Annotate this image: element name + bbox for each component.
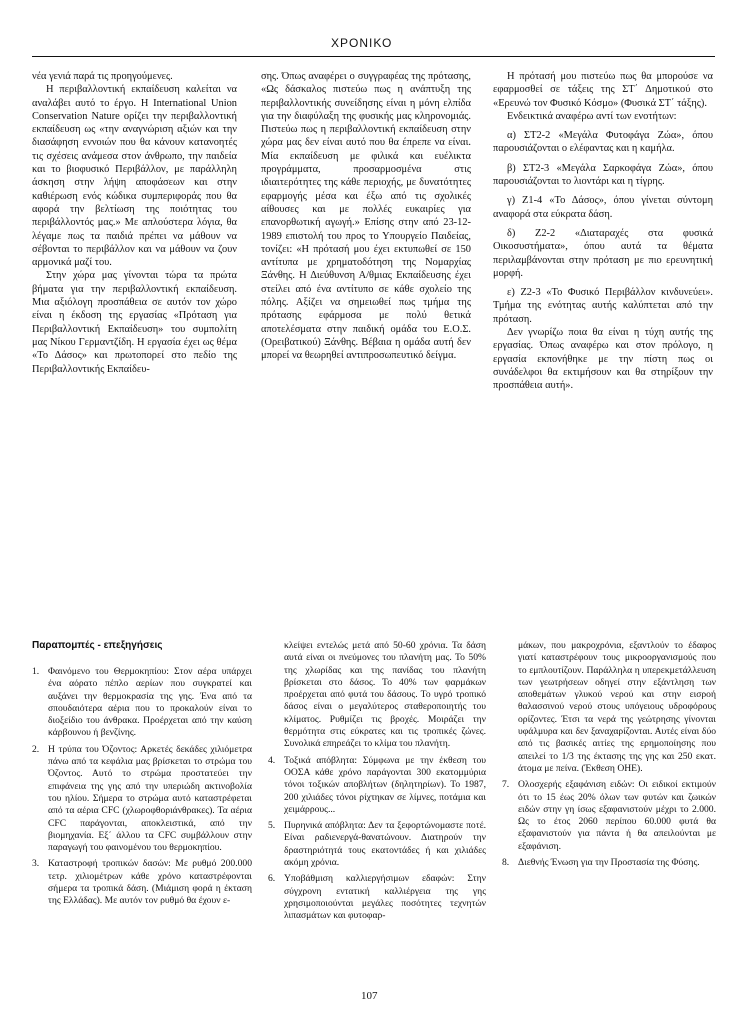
article-paragraph: Στην χώρα μας γίνονται τώρα τα πρώτα βήματα για την περιβαλλοντική εκπαίδευση. Μια αξιόλογη προσπάθεια σε αυτόν τον χώρο είναι η έκδοση της εργασίας «Πρόταση για Περιβαλλοντική Εκπαίδευση» του συμπολίτη μας Νίκου Γερμαντζίδη. Η εργασία έχει ως θέμα «Το Δάσος» και πρωτοπορεί στο πεδίο της Περιβαλλοντικής Εκπαίδευ- xyxy=(32,270,237,375)
article-column-2 xyxy=(261,70,471,363)
article-column-1 xyxy=(32,70,237,376)
article-column-3 xyxy=(493,70,713,393)
footnote-text: Πυρηνικά απόβλητα: Δεν τα ξεφορτώνομαστε ποτέ. Είναι ραδιενεργά-θανατώνουν. Διατηρούν την δραστηριότητά τους εκατοντάδες ή και χιλιάδες ακόμη χρόνια. xyxy=(284,820,486,869)
footnote-text: Ολοσχερής εξαφάνιση ειδών: Οι ειδικοί εκτιμούν ότι το 15 έως 20% όλων των φυτών και ζωικών ειδών στην γη ίσως εξαφανιστούν μέχρι το 2.000. Ως το έτος 2060 περίπου 60.000 φυτά θα εξαφανιστούν για πάντα ή θα απειλούνται με εξαφάνιση. xyxy=(518,779,716,852)
footnote-item xyxy=(268,755,486,816)
notes-column-1 xyxy=(32,666,252,912)
footnote-number: 4. xyxy=(268,754,276,766)
footnote-text: μάκων, που μακροχρόνια, εξαντλούν το έδαφος γιατί καταστρέφουν τους μικροοργανισμούς που το εμπλουτίζουν. Παράλληλα η υπερεκμετάλλευση των γεωτρήσεων οδηγεί στην εξάντληση των αποθεμάτων γλυκού νερού και στην εισροή θαλασσινού νερού στους υπόγειους υδροφόρους ορίζοντες. Έτσι τα νερά της γεώτρησης γίνονται υφάλμυρα και δεν ξαναχαρίζονται. Αυτές είναι δύο από τις βασικές αιτίες της ερημοποίησης που απειλεί το 1/3 της έκτασης της γης και 250 εκατ. άτομα με πείνα. (Έκθεση ΟΗΕ). xyxy=(518,640,716,774)
footnote-number: 5. xyxy=(268,820,276,832)
footnote-text: Διεθνής Ένωση για την Προστασία της Φύσης. xyxy=(518,857,700,869)
footnote-item xyxy=(502,857,716,869)
article-paragraph: Η πρότασή μου πιστεύω πως θα μπορούσε να εφαρμοσθεί σε τάξεις της ΣΤ΄ Δημοτικού στο «Ερευνώ τον Φυσικό Κόσμο» (Φυσικά ΣΤ΄ τάξης). xyxy=(493,71,713,109)
footnote-text: Καταστροφή τροπικών δασών: Με ρυθμό 200.000 τετρ. χιλιομέτρων κάθε χρόνο καταστρέφονται σήμερα τα τροπικά δάση. (Μιάμιση φορά η έκταση της Ελλάδας). Με αυτόν τον ρυθμό θα έχουν ε- xyxy=(48,858,252,907)
footnote-text: κλείψει εντελώς μετά από 50-60 χρόνια. Τα δάση αυτά είναι οι πνεύμονες του πλανήτη μας. Το 50% της χλωρίδας και της πανίδας του πλανήτη βρίσκεται στο δάσος. Το 40% των φαρμάκων προέρχεται από φυτά του δάσους. Το υγρό τροπικό δάσος είναι ο μεγαλύτερος σταθεροποιητής του κλίματος. Ρυθμίζει τις βροχές. Μοιράζει την θερμότητα στις εύκρατες και τις τροπικές ζώνες. Συνολικά επηρεάζει το κλίμα του πλανήτη. xyxy=(284,640,486,750)
notes-title: Παραπομπές - επεξηγήσεις xyxy=(32,640,163,651)
article-paragraph: Η περιβαλλοντική εκπαίδευση καλείται να αναλάβει αυτό το έργο. Η International Union Conservation Nature ορίζει την περιβαλλοντική εκπαίδευση ως «την αναγνώριση αξιών και την διασάφηση εννοιών που θα κάνουν κατανοητές τις σχέσεις ανάμεσα στον άνθρωπο, την παιδεία και το βιοφυσικό Περιβάλλον, με παράλληλη άσκηση στην λήψη αποφάσεων και στην καθιέρωση ενός κώδικα συμπεριφοράς που θα αφορά την βελτίωση της ποιότητας του περιβάλλοντός μας.» Με απλούστερα λόγια, θα λέγαμε πως τα παιδιά πρέπει να μάθουν να σέβονται το περιβάλλον και να μάθουν να ζουν αρμονικά μαζί του. xyxy=(32,84,237,269)
footnote-number: 8. xyxy=(502,857,510,869)
article-paragraph: α) ΣΤ2-2 «Μεγάλα Φυτοφάγα Ζώα», όπου παρουσιάζονται ο ελέφαντας και η καμήλα. xyxy=(493,130,713,155)
footnote-text: Φαινόμενο του Θερμοκηπίου: Στον αέρα υπάρχει ένα αόρατο πέπλο αερίων που συγκρατεί και αυξάνει την θερμοκρασία της γης. Ένα από τα σπουδαιότερα αέρια που το προκαλούν είναι το διοξείδιο του άνθρακα. Προέρχεται από την καύση κάρβουνου ή βενζίνης. xyxy=(48,666,252,739)
article-paragraph: γ) Ζ1-4 «Το Δάσος», όπου γίνεται σύντομη αναφορά στα εύκρατα δάση. xyxy=(493,195,713,220)
header-rule xyxy=(32,56,715,57)
article-paragraph: Δεν γνωρίζω ποια θα είναι η τύχη αυτής της εργασίας. Όπως αναφέρω και στον πρόλογο, η εργασία εκπονήθηκε με την πίστη πως οι συνάδελφοι θα εκτιμήσουν και θα στηρίξουν την προσπάθεια αυτή». xyxy=(493,327,713,392)
article-paragraph: β) ΣΤ2-3 «Μεγάλα Σαρκοφάγα Ζώα», όπου παρουσιάζονται το λιοντάρι και η τίγρης. xyxy=(493,162,713,188)
footnote-continuation xyxy=(502,640,716,775)
article-paragraph: νέα γενιά παρά τις προηγούμενες. xyxy=(32,71,173,82)
footnote-number: 3. xyxy=(32,858,40,870)
notes-column-3 xyxy=(502,640,716,873)
footnote-number: 2. xyxy=(32,743,40,755)
footnote-text: Η τρύπα του Όζοντος: Αρκετές δεκάδες χιλιόμετρα πάνω από τα κεφάλια μας βρίσκεται το στρώμα του Όζοντος. Αυτό το στρώμα προστατεύει την επιφάνεια της γης από την υπεριώδη ακτινοβολία του ηλίου. Σήμερα το στρώμα αυτό καταστρέφεται από τα αέρια CFC (χλωροφθοριάνθρακες). Τα αέρια CFC παράγονται, αποκλειστικά, από την βιομηχανία. Εξ΄ άλλου τα CFC συμβάλλουν στην παραγωγή του φαινομένου του θερμοκηπίου. xyxy=(48,743,252,854)
article-paragraph: Ενδεικτικά αναφέρω αντί των ενοτήτων: xyxy=(507,110,677,122)
notes-column-2 xyxy=(268,640,486,927)
footnote-item xyxy=(32,858,252,907)
footnote-item xyxy=(502,779,716,853)
article-paragraph: σης. Όπως αναφέρει ο συγγραφέας της πρότασης, «Ως δάσκαλος πιστεύω πως η ανάπτυξη της περιβαλλοντικής συνείδησης είναι η μόνη ελπίδα για την διαφύλαξη της φυσικής μας κληρονομιάς. Πιστεύω πως η περιβαλλοντική εκπαίδευση στην χώρα μας δεν είναι αυτό που θα έπρεπε να είναι. Μία εκπαίδευση με φιλικά και ευέλικτα προγράμματα, προσαρμοσμένα στις ιδιαιτερότητες της κάθε περιοχής, με δυνατότητες εφαρμογής μέσα και έξω από τις σχολικές αίθουσες και με πολλές ευκαιρίες για επανορθωτική αγωγή.» Επίσης στην από 23-12-1989 επιστολή του προς το Υπουργείο Παιδείας, τονίζει: «Η πρότασή μου έχει εκτυπωθεί σε 150 αντίτυπα με χρηματοδότηση της Νομαρχίας Ξάνθης. Η Διεύθυνση Α/θμιας Εκπαίδευσης έχει στείλει από ένα αντίτυπο σε κάθε σχολείο της πόλης. Αξίζει να σημειωθεί πως τμήμα της πρότασης εφάρμοσα με πολύ θετικά αποτελέσματα στην παιδική ομάδα του Ε.Ο.Σ. (Ορειβατικού) Ξάνθης. Βέβαια η ομάδα αυτή δεν μπορεί να θεωρηθεί αντιπροσωπευτικό δείγμα. xyxy=(261,71,471,362)
page-header xyxy=(0,36,743,56)
page-number: 107 xyxy=(361,990,378,1002)
article-paragraph: ε) Ζ2-3 «Το Φυσικό Περιβάλλον κινδυνεύει». Τμήμα της ενότητας αυτής καλύπτεται από την πρόταση. xyxy=(493,287,713,325)
footnote-item xyxy=(268,873,486,922)
footnote-continuation xyxy=(268,640,486,751)
footnote-number: 6. xyxy=(268,873,276,885)
article-paragraph: δ) Ζ2-2 «Διαταραχές στα φυσικά Οικοσυστήματα», όπου αυτά τα θέματα περιλαμβάνονται στην πρόταση με πιο ερευνητική μορφή. xyxy=(493,227,713,279)
footnote-number: 1. xyxy=(32,666,40,677)
header-title: ΧΡΟΝΙΚΟ xyxy=(331,36,393,50)
footnote-text: Υποβάθμιση καλλιεργήσιμων εδαφών: Στην σύγχρονη εντατική καλλιέργεια της γης χρησιμοποιούνται μεγάλες ποσότητες τεχνητών λιπασμάτων και φυτοφαρ- xyxy=(284,873,486,922)
footnote-item xyxy=(268,820,486,869)
footnote-item xyxy=(32,744,252,855)
footnote-item xyxy=(32,666,252,740)
footnote-text: Τοξικά απόβλητα: Σύμφωνα με την έκθεση του ΟΟΣΑ κάθε χρόνο παράγονται 300 εκατομμύρια τόνοι τοξικών αποβλήτων (δηλητηρίων). Το 1987, 200 χιλιάδες τόνοι ρίχτηκαν σε λίμνες, ποτάμια και χειμάρρους... xyxy=(284,754,486,815)
footnote-number: 7. xyxy=(502,779,510,791)
